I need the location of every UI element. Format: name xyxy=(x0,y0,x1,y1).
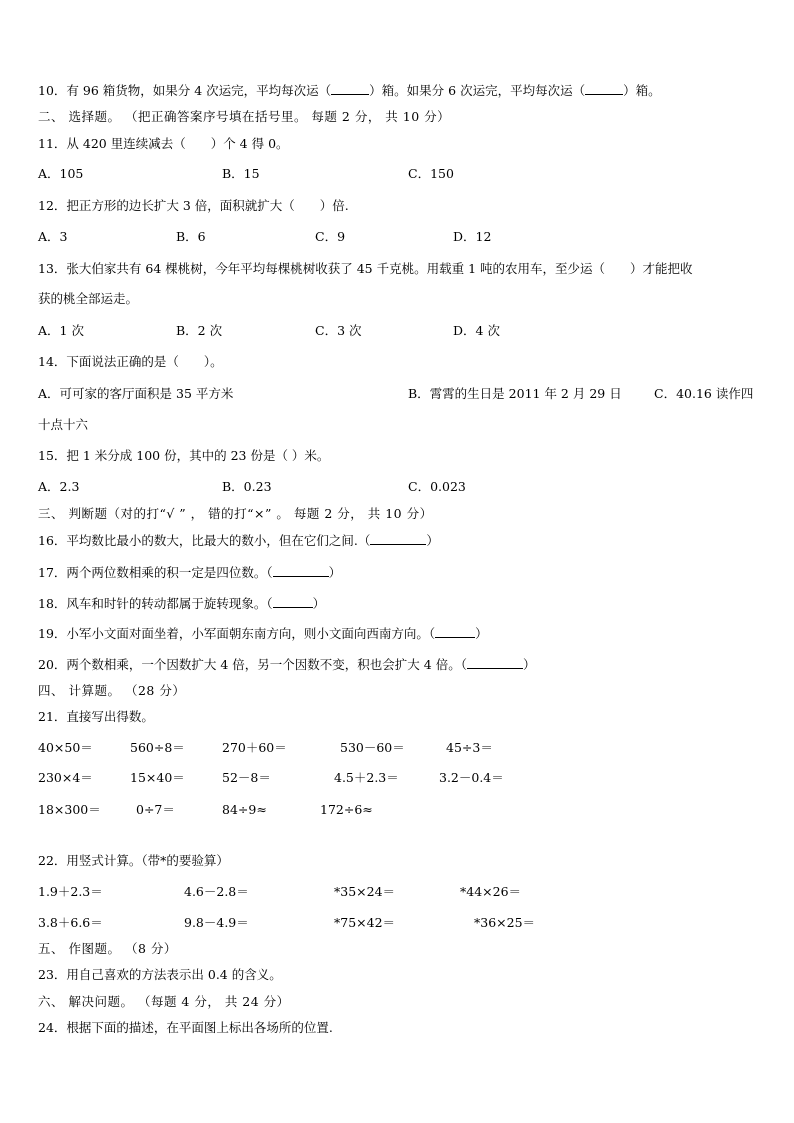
answer-blank[interactable] xyxy=(370,532,426,545)
calc-item: *35×24＝ xyxy=(334,884,396,899)
question-16-close: ） xyxy=(426,533,439,548)
question-16 xyxy=(38,532,439,549)
calc-item: 52－8＝ xyxy=(222,770,271,785)
question-17 xyxy=(38,564,341,581)
calc-item: 15×40＝ xyxy=(130,770,185,785)
question-13-option-a[interactable]: A．1 次 xyxy=(38,323,84,338)
question-18 xyxy=(38,595,325,612)
calc-item: 560÷8＝ xyxy=(130,740,185,755)
question-11-option-c[interactable]: C．150 xyxy=(408,166,454,181)
question-14-option-c-cont: 十点十六 xyxy=(38,417,89,432)
calc-item: 530－60＝ xyxy=(340,740,405,755)
calc-item: 0÷7＝ xyxy=(136,802,175,817)
question-14-option-a[interactable]: A．可可家的客厅面积是 35 平方米 xyxy=(38,386,234,401)
section-heading-problems: 六、 解决问题。 （每题 4 分， 共 24 分） xyxy=(38,994,290,1009)
question-20-close: ） xyxy=(522,657,536,672)
question-13-stem-cont: 获的桃全部运走。 xyxy=(38,291,139,306)
calc-item: *36×25＝ xyxy=(474,915,536,930)
question-10 xyxy=(38,82,661,99)
question-14-option-b[interactable]: B．霄霄的生日是 2011 年 2 月 29 日 xyxy=(408,386,622,401)
answer-blank[interactable] xyxy=(273,564,329,577)
question-13-option-d[interactable]: D．4 次 xyxy=(453,323,500,338)
calc-item: 3.8＋6.6＝ xyxy=(38,915,103,930)
calc-item: 270＋60＝ xyxy=(222,740,287,755)
question-14-option-c[interactable]: C．40.16 读作四 xyxy=(654,386,754,401)
question-19-text: 19．小军小文面对面坐着，小军面朝东南方向，则小文面向西南方向。（ xyxy=(38,626,436,641)
section-heading-calculation: 四、 计算题。 （28 分） xyxy=(38,683,186,698)
question-22-stem: 22．用竖式计算。（带*的要验算） xyxy=(38,853,229,868)
calc-item: 3.2－0.4＝ xyxy=(439,770,504,785)
question-15-option-c[interactable]: C．0.023 xyxy=(408,479,466,494)
question-10-text-b: ）箱。如果分 6 次运完，平均每次运（ xyxy=(369,83,586,98)
question-13-option-c[interactable]: C．3 次 xyxy=(315,323,362,338)
calc-item: *44×26＝ xyxy=(460,884,522,899)
question-11-option-b[interactable]: B．15 xyxy=(222,166,260,181)
calc-item: 4.6－2.8＝ xyxy=(184,884,249,899)
question-20 xyxy=(38,656,535,673)
calc-item: 45÷3＝ xyxy=(446,740,493,755)
question-19-close: ） xyxy=(475,626,488,641)
question-12-option-c[interactable]: C．9 xyxy=(315,229,346,244)
calc-item: 1.9＋2.3＝ xyxy=(38,884,103,899)
question-15-option-a[interactable]: A．2.3 xyxy=(38,479,80,494)
section-heading-judgement: 三、 判断题（对的打“√ ” ， 错的打“×” 。 每题 2 分， 共 10 分） xyxy=(38,506,433,521)
question-12-option-d[interactable]: D．12 xyxy=(453,229,492,244)
calc-item: 18×300＝ xyxy=(38,802,101,817)
question-24: 24．根据下面的描述，在平面图上标出各场所的位置. xyxy=(38,1020,333,1035)
calc-item: 40×50＝ xyxy=(38,740,93,755)
question-13-option-b[interactable]: B．2 次 xyxy=(176,323,223,338)
calc-item: 172÷6≈ xyxy=(320,802,373,817)
calc-item: *75×42＝ xyxy=(334,915,396,930)
question-15-option-b[interactable]: B．0.23 xyxy=(222,479,272,494)
answer-blank[interactable] xyxy=(331,82,369,95)
question-17-close: ） xyxy=(328,565,342,580)
question-21-stem: 21．直接写出得数。 xyxy=(38,709,154,724)
question-11-stem: 11．从 420 里连续减去（ ）个 4 得 0。 xyxy=(38,136,289,151)
question-17-text: 17．两个两位数相乘的积一定是四位数。（ xyxy=(38,565,273,580)
question-12-option-b[interactable]: B．6 xyxy=(176,229,206,244)
question-12-stem: 12．把正方形的边长扩大 3 倍，面积就扩大（ ）倍. xyxy=(38,198,349,213)
question-11-option-a[interactable]: A．105 xyxy=(38,166,84,181)
question-14-stem: 14．下面说法正确的是（ ）。 xyxy=(38,354,223,369)
question-16-text: 16．平均数比最小的数大，比最大的数小，但在它们之间.（ xyxy=(38,533,371,548)
calc-item: 9.8－4.9＝ xyxy=(184,915,249,930)
calc-item: 4.5＋2.3＝ xyxy=(334,770,399,785)
question-19 xyxy=(38,625,488,642)
question-12-option-a[interactable]: A．3 xyxy=(38,229,68,244)
section-heading-drawing: 五、 作图题。 （8 分） xyxy=(38,941,177,956)
question-20-text: 20．两个数相乘，一个因数扩大 4 倍，另一个因数不变，积也会扩大 4 倍。（ xyxy=(38,657,467,672)
question-18-text: 18．风车和时针的转动都属于旋转现象。（ xyxy=(38,596,273,611)
calc-item: 84÷9≈ xyxy=(222,802,267,817)
answer-blank[interactable] xyxy=(435,625,475,638)
question-23: 23．用自己喜欢的方法表示出 0.4 的含义。 xyxy=(38,967,282,982)
section-heading-choice: 二、 选择题。 （把正确答案序号填在括号里。 每题 2 分， 共 10 分） xyxy=(38,109,451,124)
answer-blank[interactable] xyxy=(585,82,623,95)
question-15-stem: 15．把 1 米分成 100 份，其中的 23 份是（ ）米。 xyxy=(38,448,330,463)
question-18-close: ） xyxy=(312,596,326,611)
calc-item: 230×4＝ xyxy=(38,770,93,785)
question-10-text-a: 10．有 96 箱货物，如果分 4 次运完，平均每次运（ xyxy=(38,83,332,98)
question-10-text-c: ）箱。 xyxy=(623,83,661,98)
question-13-stem: 13．张大伯家共有 64 棵桃树，今年平均每棵桃树收获了 45 千克桃。用载重 1 吨的农用车，至少运（ ）才能把收 xyxy=(38,261,693,276)
answer-blank[interactable] xyxy=(273,595,313,608)
answer-blank[interactable] xyxy=(467,656,523,669)
